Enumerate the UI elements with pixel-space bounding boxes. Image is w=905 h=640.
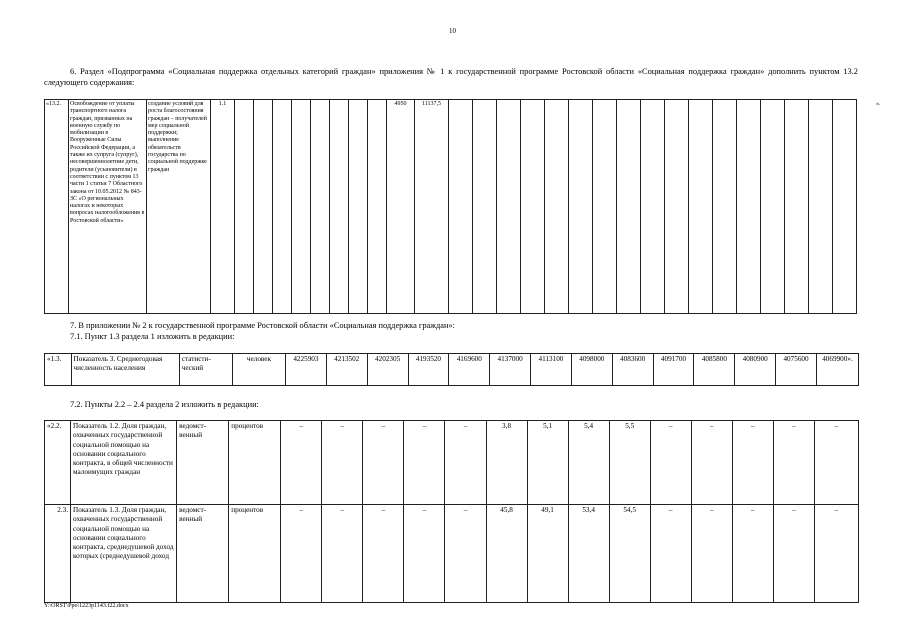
cell-value: – — [363, 505, 404, 603]
cell-value: – — [281, 421, 322, 505]
cell-code: 1.1 — [211, 100, 235, 314]
cell-value: – — [322, 505, 363, 603]
cell-type: ведомст-венный — [177, 505, 229, 603]
cell-unit: процентов — [229, 421, 281, 505]
page-number: 10 — [449, 27, 456, 35]
cell-value: – — [732, 505, 773, 603]
table-row — [45, 505, 859, 603]
cell-value-2: 11137,5 — [415, 100, 449, 314]
cell-value: 53,4 — [568, 505, 609, 603]
cell-num: «1.3. — [45, 354, 72, 386]
cell-value: 4075600 — [776, 354, 817, 386]
table-row — [45, 421, 859, 505]
cell-num: «2.2. — [45, 421, 71, 505]
cell-value: 4169600 — [449, 354, 490, 386]
cell-value: 49,1 — [527, 505, 568, 603]
cell-value: – — [773, 421, 814, 505]
cell-unit: процентов — [229, 505, 281, 603]
cell-value-1: 4950 — [387, 100, 415, 314]
cell-value: – — [322, 421, 363, 505]
cell-name: Показатель 1.3. Доля граждан, охваченных государственной социальной помощью на основании социального контракта, среднедушевой доход которых (среднедушевой доход — [71, 505, 177, 603]
cell-end: ». — [876, 100, 881, 107]
cell-goal: создание условий для роста благосостояния граждан – получателей мер социальной поддержки; выполнение обязательств государства по социальной поддержке граждан — [147, 100, 211, 314]
cell-value: – — [404, 421, 445, 505]
cell-name: Показатель 3. Среднегодовая численность населения — [71, 354, 179, 386]
cell-value: – — [445, 421, 486, 505]
cell-value: – — [732, 421, 773, 505]
paragraph-7-1: 7.1. Пункт 1.3 раздела 1 изложить в редакции: — [70, 332, 235, 341]
cell-value: 4137000 — [490, 354, 531, 386]
cell-value: – — [363, 421, 404, 505]
cell-value: – — [445, 505, 486, 603]
cell-value: 4225903 — [285, 354, 326, 386]
cell-value: – — [404, 505, 445, 603]
cell-value: – — [773, 505, 814, 603]
cell-value: 5,5 — [609, 421, 650, 505]
paragraph-7: 7. В приложении № 2 к государственной программе Ростовской области «Социальная поддержка граждан»: — [70, 321, 455, 330]
cell-name: Показатель 1.2. Доля граждан, охваченных государственной социальной помощью на основании социального контракта, в общей численности малоимущих граждан — [71, 421, 177, 505]
cell-value: – — [650, 421, 691, 505]
cell-value: 4080900 — [735, 354, 776, 386]
cell-type: статисти-ческий — [179, 354, 232, 386]
cell-type: ведомст-венный — [177, 421, 229, 505]
cell-name: Освобождение от уплаты транспортного налога граждан, призванных на военную службу по мобилизации в Вооруженные Силы Российской Федерации, а также их супруга (супруг), несовершеннолетние дети, родители (усыновители) в соответствии с пунктом 13 части 1 статьи 7 Областного закона от 10.05.2012 № 843-ЗС «О региональных налогах и некоторых вопросах налогообложения в Ростовской области» — [69, 100, 147, 314]
cell-value: – — [650, 505, 691, 603]
cell-value: 4193520 — [408, 354, 449, 386]
cell-value: – — [814, 505, 858, 603]
cell-value: – — [691, 505, 732, 603]
cell-value: 5,1 — [527, 421, 568, 505]
cell-value: 4213502 — [326, 354, 367, 386]
footer-file-path: Y:\ORST\Ppo\1223p1143.f22.docx — [44, 603, 129, 609]
table-items-2-2-2-4 — [44, 420, 859, 603]
cell-value: 45,8 — [486, 505, 527, 603]
table-item-13-2 — [44, 99, 882, 314]
cell-num: «13.2. — [45, 100, 69, 314]
table-item-1-3 — [44, 353, 859, 386]
cell-value: – — [281, 505, 322, 603]
cell-value: 4202305 — [367, 354, 408, 386]
cell-value: – — [691, 421, 732, 505]
cell-value: 4069900». — [816, 354, 858, 386]
cell-value: 4098000 — [571, 354, 612, 386]
cell-value: 3,8 — [486, 421, 527, 505]
cell-value: 4113100 — [531, 354, 572, 386]
cell-value: 4083600 — [612, 354, 653, 386]
cell-value: 4091700 — [653, 354, 694, 386]
cell-value: – — [814, 421, 858, 505]
cell-value: 54,5 — [609, 505, 650, 603]
cell-value: 5,4 — [568, 421, 609, 505]
cell-value: 4085800 — [694, 354, 735, 386]
paragraph-6: 6. Раздел «Подпрограмма «Социальная поддержка отдельных категорий граждан» приложения № 1 к государственной программе Ростовской области «Социальная поддержка граждан» дополнить пунктом 13.2 следующего содержания: — [44, 67, 858, 87]
cell-num: 2.3. — [45, 505, 71, 603]
paragraph-7-2: 7.2. Пункты 2.2 – 2.4 раздела 2 изложить в редакции: — [70, 400, 259, 409]
cell-unit: человек — [232, 354, 285, 386]
